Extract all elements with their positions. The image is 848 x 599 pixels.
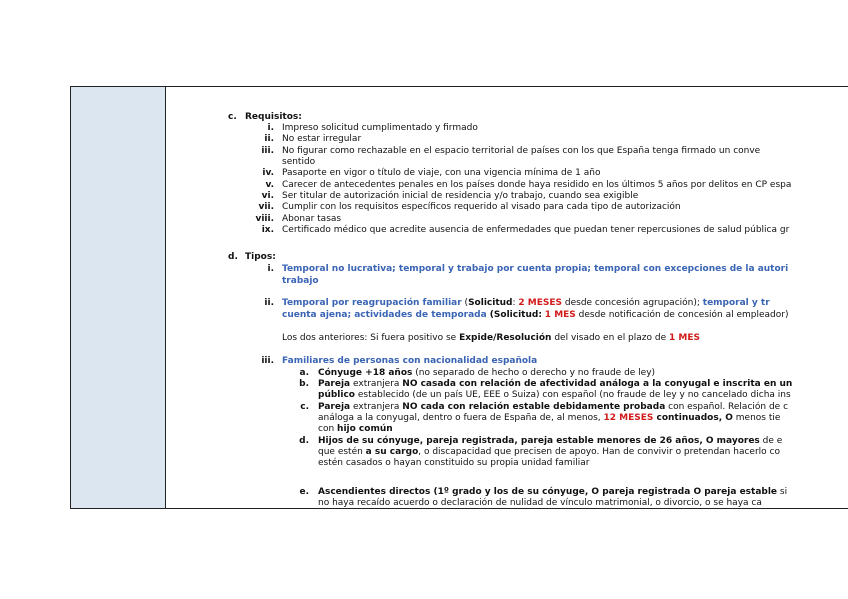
familiar-c-line3: con hijo común: [318, 424, 393, 434]
requisito-number: ix.: [261, 225, 274, 235]
requisito-number: v.: [265, 180, 274, 190]
familiar-c-line2: análoga a la conyugal, dentro o fuera de España de, al menos, 12 MESES continuados, O menos tie: [318, 413, 781, 423]
left-column-shaded: [71, 87, 166, 508]
tipo-iii-number: iii.: [261, 356, 274, 366]
section-c-title: Requisitos:: [245, 112, 302, 122]
familiar-e-line1: Ascendientes directos (1º grado y los de su cónyuge, O pareja registrada O pareja estable si: [318, 487, 788, 497]
requisito-item: Ser titular de autorización inicial de residencia y/o trabajo, cuando sea exigible: [282, 191, 639, 201]
familiar-d-line3: estén casados o hayan constituido su propia unidad familiar: [318, 458, 590, 468]
tipo-ii-number: ii.: [264, 298, 274, 308]
familiar-d-line1: Hijos de su cónyuge, pareja registrada, pareja estable menores de 26 años, O mayores de e: [318, 436, 783, 446]
familiar-b-line2: público establecido (de un país UE, EEE o Suiza) con español (no fraude de ley y no cancelado dicha ins: [318, 390, 791, 400]
content-area: [167, 87, 848, 508]
familiar-c-marker: c.: [300, 402, 309, 412]
requisito-number: vi.: [261, 191, 274, 201]
requisito-number: iv.: [262, 168, 274, 178]
requisito-number: viii.: [255, 214, 274, 224]
tipo-i-line2: trabajo: [282, 276, 319, 286]
familiar-a-marker: a.: [299, 368, 309, 378]
tipos-note: Los dos anteriores: Si fuera positivo se Expide/Resolución del visado en el plazo de 1 MES: [282, 333, 700, 343]
familiar-e-marker: e.: [299, 487, 309, 497]
requisito-item: Impreso solicitud cumplimentado y firmado: [282, 123, 478, 133]
requisito-number: iii.: [261, 146, 274, 156]
requisito-item: Cumplir con los requisitos específicos requerido al visado para cada tipo de autorización: [282, 202, 681, 212]
tipo-i-number: i.: [267, 264, 274, 274]
requisito-number: i.: [267, 123, 274, 133]
tipo-ii-line2: cuenta ajena; actividades de temporada (Solicitud: 1 MES desde notificación de concesión al empleador): [282, 310, 789, 320]
tipo-ii-line1: Temporal por reagrupación familiar (Solicitud: 2 MESES desde concesión agrupación); temporal y tr: [282, 298, 770, 308]
section-c-marker: c.: [228, 112, 237, 122]
familiar-c-line1: Pareja extranjera NO cada con relación estable debidamente probada con español. Relación de c: [318, 402, 789, 412]
familiar-e-line2: no haya recaído acuerdo o declaración de nulidad de vínculo matrimonial, o divorcio, o se haya ca: [318, 498, 762, 508]
requisito-item: Pasaporte en vigor o título de viaje, con una vigencia mínima de 1 año: [282, 168, 601, 178]
familiar-d-line2: que estén a su cargo, o discapacidad que precisen de apoyo. Han de convivir o pretendan hacerlo co: [318, 447, 780, 457]
familiar-a-line: Cónyuge +18 años (no separado de hecho o derecho y no fraude de ley): [318, 368, 656, 378]
requisito-number: vii.: [258, 202, 274, 212]
section-d-title: Tipos:: [245, 252, 276, 262]
document-frame: [70, 86, 848, 509]
tipo-i-line1: Temporal no lucrativa; temporal y trabajo por cuenta propia; temporal con excepciones de la autori: [282, 264, 789, 274]
requisito-item: No estar irregular: [282, 134, 362, 144]
familiar-d-marker: d.: [299, 436, 309, 446]
familiar-b-line1: Pareja extranjera NO casada con relación de afectividad análoga a la conyugal e inscrita en un: [318, 379, 793, 389]
requisito-item: Certificado médico que acredite ausencia de enfermedades que puedan tener repercusiones de salud pública gr: [282, 225, 790, 235]
section-d-marker: d.: [228, 252, 238, 262]
familiar-b-marker: b.: [299, 379, 309, 389]
requisito-item: No figurar como rechazable en el espacio territorial de países con los que España tenga firmado un conve: [282, 146, 761, 156]
requisito-item: sentido: [282, 157, 316, 167]
requisito-item: Abonar tasas: [282, 214, 342, 224]
requisito-number: ii.: [264, 134, 274, 144]
requisito-item: Carecer de antecedentes penales en los países donde haya residido en los últimos 5 años por delitos en CP espa: [282, 180, 792, 190]
tipo-iii-title: Familiares de personas con nacionalidad española: [282, 356, 538, 366]
